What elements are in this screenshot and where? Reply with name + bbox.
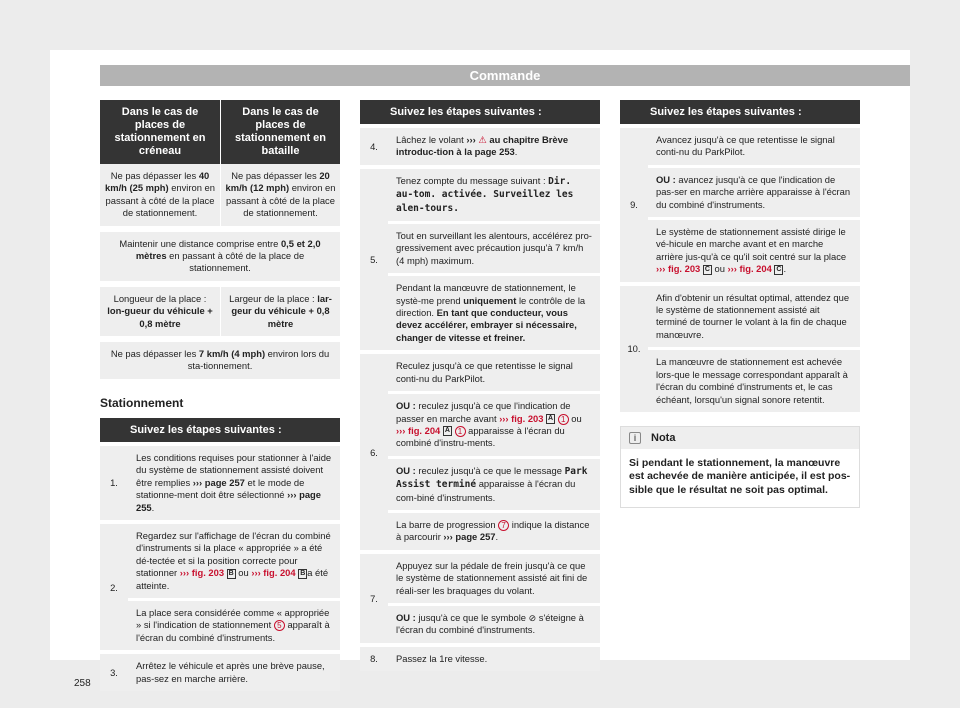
- step-number: 3.: [100, 654, 128, 691]
- or-label: OU :: [396, 400, 416, 412]
- text: Ne pas dépasser les: [231, 170, 317, 181]
- step-text: [388, 554, 600, 643]
- text: et le mode de stationne-ment doit être sélectionné: [136, 476, 305, 501]
- text: ou: [238, 567, 249, 579]
- step-number: 5.: [360, 169, 388, 350]
- reference-arrow: ›››: [466, 134, 476, 145]
- steps-header: [620, 100, 860, 124]
- text: apparaît à l'écran du combiné d'instruments.: [136, 619, 330, 643]
- text: le contrôle de la direction.: [396, 294, 586, 319]
- column-right: [620, 100, 860, 508]
- steps-header: [100, 418, 340, 442]
- callout-number: 1: [558, 414, 569, 425]
- length-value: lon-gueur du véhicule + 0,8 mètre: [107, 305, 213, 329]
- text: Avancez jusqu'à ce que retentisse le signal conti-nu du ParkPilot.: [648, 128, 860, 165]
- step-text: [388, 128, 600, 165]
- emphasis: uniquement: [463, 294, 517, 306]
- text: Pendant la manœuvre de stationnement, le systè-me prend: [396, 282, 576, 306]
- text: Ne pas dépasser les: [110, 348, 197, 360]
- text: s'éteigne à l'écran du combiné d'instruments.: [396, 611, 584, 636]
- text: environ lors du sta-tionnement.: [187, 348, 330, 372]
- text: avancez jusqu'à ce que l'indication de pas-ser en marche arrière apparaisse à l'écran du combiné d'instruments.: [656, 173, 851, 210]
- text: La manœuvre de stationnement est achevée lors-que le message correspondant apparaît à l'écran du combiné d'instruments et, le cas échéant, lorsqu'un signal sonore retentit.: [648, 347, 860, 412]
- step-number: 4.: [360, 128, 388, 165]
- figure-link[interactable]: ››› fig. 203: [499, 412, 544, 424]
- text: .: [783, 263, 787, 275]
- comparison-cell: [100, 281, 220, 336]
- page-number: 258: [74, 678, 91, 689]
- note-title: Nota: [651, 431, 676, 444]
- figure-label-box: A: [548, 415, 554, 423]
- figure-link[interactable]: ››› fig. 204: [251, 567, 296, 579]
- figure-link[interactable]: ››› fig. 203: [656, 263, 701, 275]
- text: .: [514, 146, 518, 158]
- text: Ne pas dépasser les: [110, 170, 197, 181]
- speed-value: 7 km/h (4 mph): [198, 348, 266, 360]
- figure-link[interactable]: ››› fig. 203: [179, 567, 225, 579]
- text: Regardez sur l'affichage de l'écran du combiné d'instruments si la place « appropriée » a été dé-tectée et si la position correcte pour stationner: [136, 529, 331, 579]
- page-header: Commande: [100, 65, 910, 86]
- text: Tout en surveillant les alentours, accélérez pro-gressivement avec précaution jusqu'à 7 km/h (4 mph) maximum.: [388, 221, 600, 273]
- text: Tenez compte du message suivant :: [396, 174, 546, 186]
- steering-wheel-icon: ⊘: [528, 612, 537, 623]
- text: reculez jusqu'à ce que le message: [418, 464, 562, 476]
- step-row: [360, 550, 600, 643]
- column-middle: [360, 100, 600, 671]
- step-row: [100, 650, 340, 691]
- callout-number: 7: [498, 520, 509, 531]
- step-text: [388, 169, 600, 350]
- steps-table: [620, 100, 860, 412]
- comparison-cell: [100, 226, 340, 281]
- step-number: 2.: [100, 524, 128, 650]
- text: Largeur de la place :: [229, 292, 315, 304]
- text: reculez jusqu'à ce que l'indication de passer en marche avant: [396, 400, 571, 424]
- step-row: [620, 282, 860, 412]
- text: .: [151, 501, 155, 513]
- warning-icon: ⚠: [478, 134, 487, 145]
- page-link[interactable]: ››› page 257: [443, 531, 496, 543]
- figure-link[interactable]: ››› fig. 204: [727, 263, 772, 275]
- comparison-cell: [220, 281, 340, 336]
- column-left: [100, 100, 340, 691]
- steps-table: [360, 100, 600, 671]
- display-message: Park Assist terminé: [396, 465, 588, 491]
- comparison-cell: [100, 336, 340, 379]
- text: Afin d'obtenir un résultat optimal, attendez que le système de stationnement assisté ait terminé de tourner le volant à la fin de chaque manœuvre.: [648, 286, 860, 348]
- text: en passant à côté de la place de stationnement.: [169, 250, 305, 274]
- text: ou: [571, 412, 582, 424]
- note-text: Si pendant le stationnement, la manœuvre est achevée de manière anticipée, il est pos-sible que le résultat ne soit pas optimal.: [629, 456, 851, 496]
- text: indique la distance à parcourir: [396, 518, 590, 543]
- steps-header: [360, 100, 600, 124]
- step-row: [360, 165, 600, 350]
- steps-table: [100, 418, 340, 691]
- step-number: 7.: [360, 554, 388, 643]
- callout-number: 1: [455, 426, 466, 437]
- steps-header-label: Suivez les étapes suivantes :: [650, 106, 802, 118]
- page: [50, 50, 910, 689]
- comparison-header-left: Dans le cas de places de stationnement en créneau: [100, 100, 220, 164]
- text: apparaisse à l'écran du com-biné d'instruments.: [396, 478, 576, 503]
- comparison-table: [100, 100, 340, 379]
- text: Les conditions requises pour stationner à l'aide du système de stationnement assisté doivent être remplies: [136, 451, 332, 488]
- step-text: [388, 647, 600, 671]
- text: Reculez jusqu'à ce que retentisse le signal conti-nu du ParkPilot.: [388, 354, 600, 391]
- step-row: [360, 350, 600, 549]
- text: Appuyez sur la pédale de frein jusqu'à ce que le système de stationnement assisté ait fini de réali-ser les braquages du volant.: [388, 554, 600, 603]
- text: apparaisse à l'écran du combiné d'instru-ments.: [396, 424, 565, 449]
- width-value: lar-geur du véhicule + 0,8 mètre: [231, 292, 332, 329]
- step-text: [648, 128, 860, 282]
- section-title: Stationnement: [100, 395, 184, 410]
- figure-label-box: A: [444, 427, 450, 435]
- text: Longueur de la place :: [113, 292, 207, 304]
- step-row: [100, 442, 340, 520]
- speed-value: 20 km/h (12 mph): [225, 170, 330, 194]
- figure-link[interactable]: ››› fig. 204: [396, 424, 441, 436]
- callout-number: 5: [274, 620, 285, 631]
- figure-label-box: C: [704, 265, 710, 273]
- info-icon: i: [629, 432, 641, 444]
- text: Le système de stationnement assisté dirige le vé-hicule en marche avant et en marche arrière jus-qu'à ce qu'il soit centré sur la place: [656, 226, 847, 262]
- step-text: [128, 446, 340, 520]
- page-link[interactable]: ››› page 257: [192, 476, 245, 488]
- distance-value: 0,5 et 2,0 mètres: [135, 237, 321, 262]
- text: environ en passant à côté de la place de stationnement.: [105, 182, 215, 219]
- page-link[interactable]: ››› page 255: [136, 489, 321, 513]
- text: La barre de progression: [396, 518, 496, 530]
- step-row: [100, 520, 340, 650]
- step-number: 1.: [100, 446, 128, 520]
- comparison-cell: [220, 164, 340, 226]
- step-number: 10.: [620, 286, 648, 412]
- figure-label-box: B: [228, 569, 234, 577]
- text: a été atteinte.: [136, 567, 329, 591]
- text: Passez la 1re vitesse.: [396, 652, 488, 664]
- step-text: [128, 524, 340, 650]
- step-text: [648, 286, 860, 412]
- text: La place sera considérée comme « appropriée » si l'indication de stationnement: [136, 606, 330, 631]
- step-number: 9.: [620, 128, 648, 282]
- comparison-header-right: Dans le cas de places de stationnement en bataille: [220, 100, 340, 164]
- text: environ en passant à côté de la place de stationnement.: [226, 182, 336, 219]
- text: .: [495, 531, 499, 543]
- step-row: [620, 124, 860, 282]
- figure-label-box: B: [300, 569, 306, 577]
- step-number: 8.: [360, 647, 388, 671]
- or-label: OU :: [656, 173, 676, 185]
- step-text: [128, 654, 340, 691]
- or-label: OU :: [396, 611, 416, 623]
- text: ou: [714, 263, 725, 275]
- step-number: 6.: [360, 354, 388, 549]
- comparison-cell: [100, 164, 220, 226]
- speed-value: 40 km/h (25 mph): [105, 170, 210, 194]
- text: Lâchez le volant: [396, 134, 464, 145]
- emphasis: En tant que conducteur, vous devez accélérer, embrayer si nécessaire, changer de vitesse et freiner.: [396, 307, 577, 343]
- text: Maintenir une distance comprise entre: [119, 237, 279, 249]
- note-header: [621, 427, 859, 449]
- chapter-link[interactable]: au chapitre Brève introduc-tion à la page 253: [396, 134, 569, 158]
- text: jusqu'à ce que le symbole: [418, 611, 526, 623]
- figure-label-box: C: [776, 265, 782, 273]
- display-message: Dir. au-tom. activée. Surveillez les alen-tours.: [396, 175, 574, 214]
- or-label: OU :: [396, 464, 416, 476]
- step-text: [388, 354, 600, 549]
- steps-header-label: Suivez les étapes suivantes :: [130, 423, 282, 436]
- step-row: [360, 124, 600, 165]
- step-row: [360, 643, 600, 671]
- note-box: [620, 426, 860, 509]
- steps-header-label: Suivez les étapes suivantes :: [390, 106, 542, 118]
- text: Arrêtez le véhicule et après une brève pause, pas-sez en marche arrière.: [136, 660, 325, 684]
